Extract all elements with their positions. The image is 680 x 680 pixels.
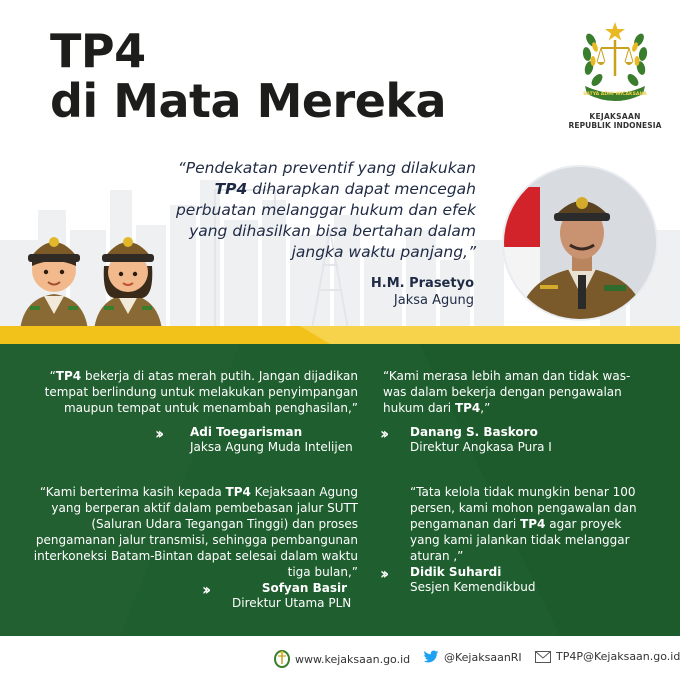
emblem-org-line-1: KEJAKSAAN [589,112,641,121]
emblem-org-line-2: REPUBLIK INDONESIA [568,121,662,130]
footer [0,636,680,680]
chevron-right-icon: ›› [155,424,161,443]
yellow-band [0,326,680,344]
main-author-role: Jaksa Agung [393,293,474,308]
quote-didik-suhardi: “Tata kelola tidak mungkin benar 100 persen, kami mohon pengawalan dan pengamanan dari TP4 agar proyek yang kami jalankan tidak melanggar aturan ,” [410,485,637,563]
main-author-name: H.M. Prasetyo [370,276,474,291]
portrait-illustration [504,167,658,321]
quote-sofyan-basir: “Kami berterima kasih kepada TP4 Kejaksaan Agung yang berperan aktif dalam pembebasan jalur SUTT (Saluran Udara Tegangan Tinggi) dan proses pengamanan jalur transmisi, sehingga pembangunan interkoneksi Batam-Bintan dapat selesai dalam waktu tiga bulan,” [33,485,358,579]
twitter-icon [423,650,439,664]
footer-email[interactable]: TP4P@Kejaksaan.go.id [535,650,680,663]
email-icon [535,651,551,663]
main-quote-text-2: diharapkan dapat mencegah perbuatan melanggar hukum dan efek yang dihasilkan bisa bertahan dalam jangka waktu panjang,” [175,180,476,261]
title-line-2: di Mata Mereka [50,74,447,128]
main-quote-bold-tp4: TP4 [214,180,248,198]
quote-adi-toegarisman: “TP4 bekerja di atas merah putih. Jangan dijadikan tempat berlindung untuk melakukan penyimpangan maupun tempat untuk menambah penghasilan,” [44,369,358,415]
chevron-right-icon: ›› [202,580,208,599]
chevron-right-icon: ›› [380,564,386,583]
kejaksaan-emblem [560,20,670,140]
kejaksaan-emblem-icon [579,20,651,106]
author-sofyan-basir: Sofyan Basir Direktur Utama PLN [232,581,352,610]
main-quote [150,158,476,263]
title-line-1: TP4 [50,24,146,78]
main-quote-author [300,276,474,308]
kejaksaan-logo-icon [274,650,290,668]
chevron-right-icon: ›› [380,424,386,443]
footer-twitter[interactable]: @KejaksaanRI [423,650,522,664]
quote-danang-baskoro: “Kami merasa lebih aman dan tidak was-was dalam bekerja dengan pengawalan hukum dari TP4,” [383,369,631,415]
page-title [50,26,446,126]
portrait-photo [502,165,658,321]
testimonials-panel [0,344,680,636]
author-adi-toegarisman: Adi Toegarisman Jaksa Agung Muda Intelijen [190,425,353,454]
footer-website[interactable]: www.kejaksaan.go.id [274,650,410,668]
author-danang-baskoro: Danang S. Baskoro Direktur Angkasa Pura I [410,425,552,454]
jaksa-characters-illustration [14,226,164,330]
main-quote-text-1: “Pendekatan preventif yang dilakukan [177,159,476,177]
author-didik-suhardi: Didik Suhardi Sesjen Kemendikbud [410,565,536,594]
svg-text:SATYA ADHI WICAKSANA: SATYA ADHI WICAKSANA [583,92,647,97]
